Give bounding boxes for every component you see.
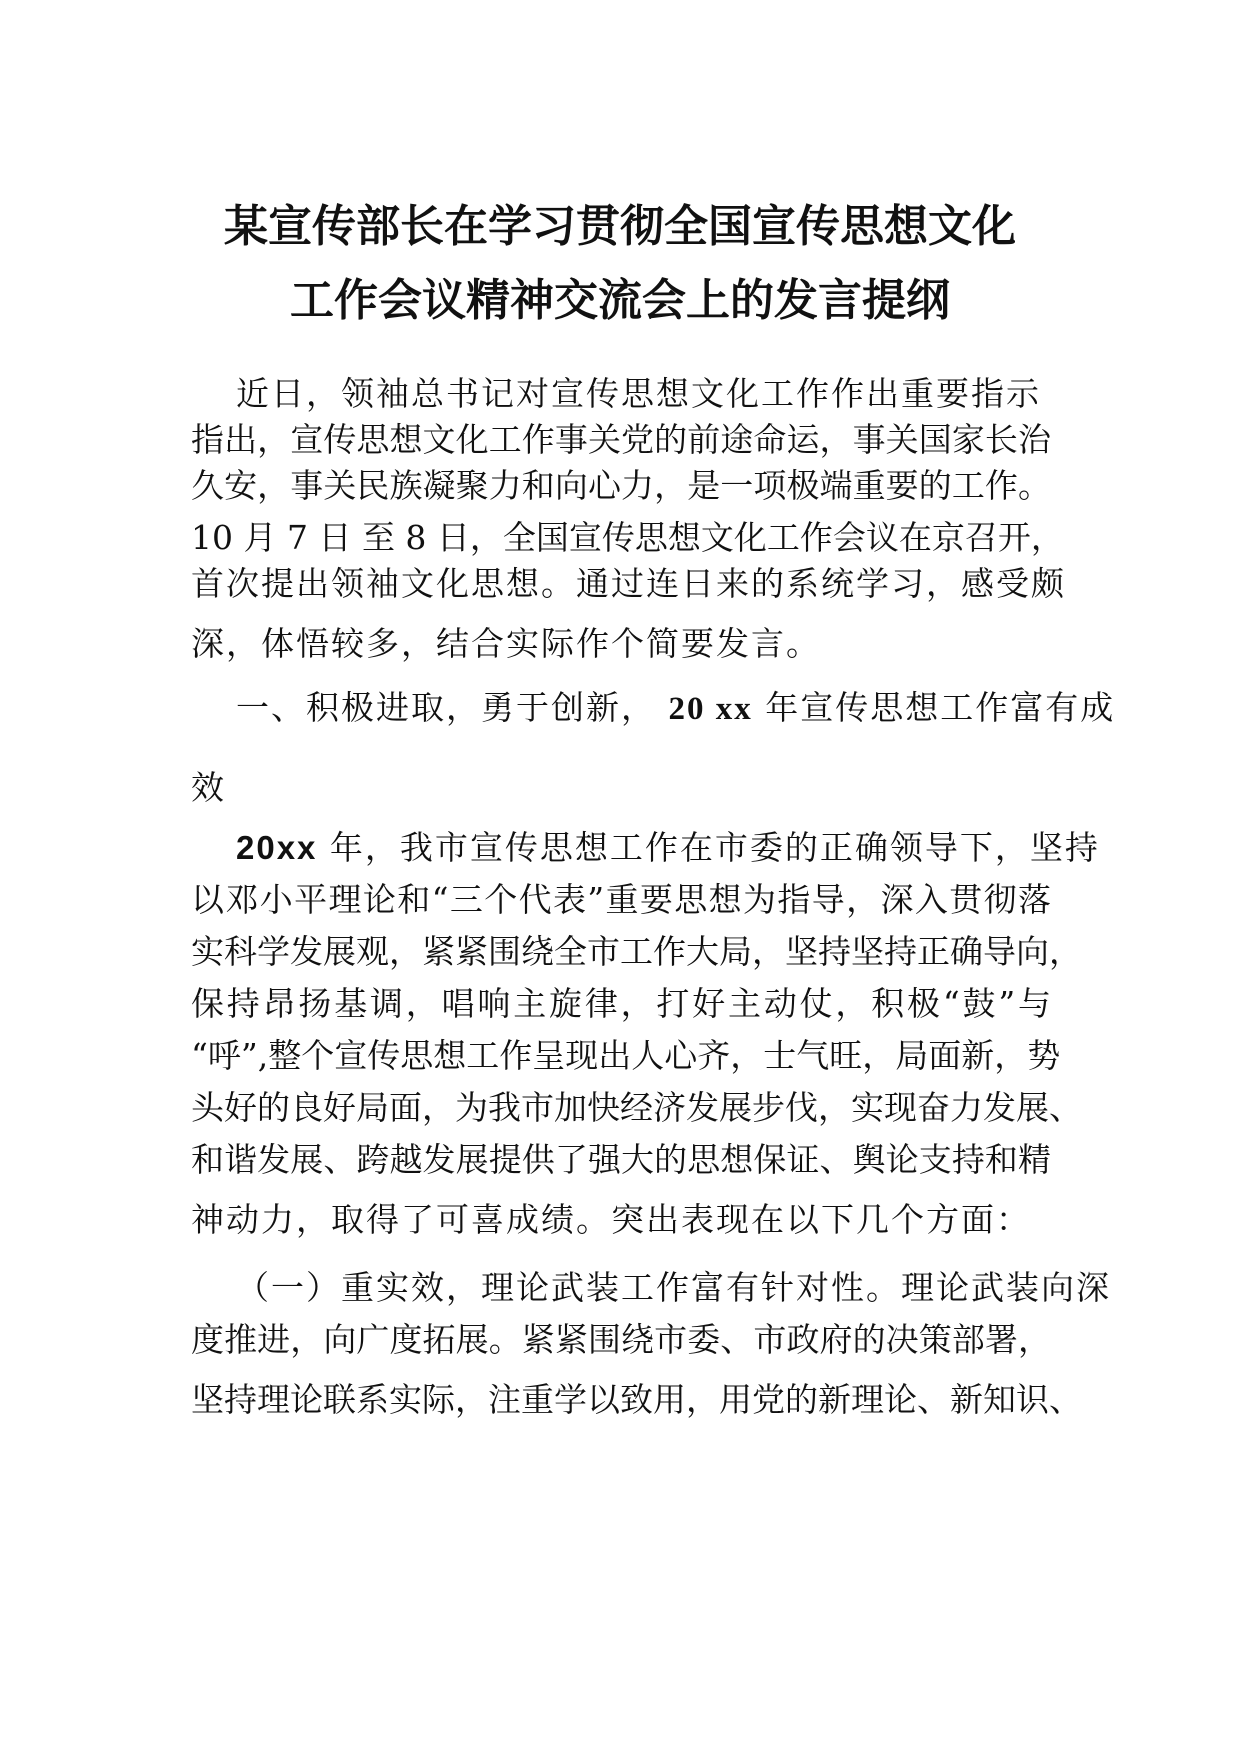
section-heading-lead: 一、积极进取，勇于创新，	[236, 688, 656, 727]
text-line: “呼”,整个宣传思想工作呈现出人心齐，士气旺，局面新，势	[191, 1036, 1061, 1075]
text-line: 近日，领袖总书记对宣传思想文化工作作出重要指示	[236, 374, 1041, 413]
text-line: 10 月 7 日 至 8 日，全国宣传思想文化工作会议在京召开，	[191, 518, 1064, 557]
text-line: 指出，宣传思想文化工作事关党的前途命运，事关国家长治	[191, 420, 1051, 459]
text-line: 神动力，取得了可喜成绩。突出表现在以下几个方面：	[191, 1200, 1031, 1239]
text-line: 以邓小平理论和“三个代表”重要思想为指导，深入贯彻落	[191, 880, 1051, 919]
title-line-1: 某宣传部长在学习贯彻全国宣传思想文化	[224, 201, 1016, 252]
subsection-heading: （一）重实效，理论武装工作富有针对性。理论武装向深	[236, 1268, 1111, 1307]
section-heading-tail: 年宣传思想工作富有成	[765, 688, 1116, 727]
text-line: 度推进，向广度拓展。紧紧围绕市委、市政府的决策部署，	[191, 1320, 1051, 1359]
paragraph-year: 20xx	[236, 829, 318, 866]
paragraph-first-line: 年，我市宣传思想工作在市委的正确领导下，坚持	[329, 828, 1100, 867]
text-line: 坚持理论联系实际，注重学以致用，用党的新理论、新知识、	[191, 1380, 1082, 1419]
section-heading	[236, 686, 1116, 731]
text-line: 久安，事关民族凝聚力和向心力，是一项极端重要的工作。	[191, 466, 1051, 505]
section-heading-wrap: 效	[191, 768, 226, 807]
title-line-2: 工作会议精神交流会上的发言提纲	[290, 275, 950, 326]
text-line: 深，体悟较多，结合实际作个简要发言。	[191, 624, 821, 663]
text-line: 头好的良好局面，为我市加快经济发展步伐，实现奋力发展、	[191, 1088, 1082, 1127]
document-title	[0, 190, 1240, 338]
text-line: 实科学发展观，紧紧围绕全市工作大局，坚持坚持正确导向，	[191, 932, 1082, 971]
text-line: 保持昂扬基调，唱响主旋律，打好主动仗，积极“鼓”与	[191, 984, 1051, 1023]
text-line: 和谐发展、跨越发展提供了强大的思想保证、舆论支持和精	[191, 1140, 1051, 1179]
paragraph-opening	[236, 826, 1100, 870]
text-line: 首次提出领袖文化思想。通过连日来的系统学习，感受颇	[191, 564, 1066, 603]
section-heading-year: 20 xx	[668, 691, 753, 727]
